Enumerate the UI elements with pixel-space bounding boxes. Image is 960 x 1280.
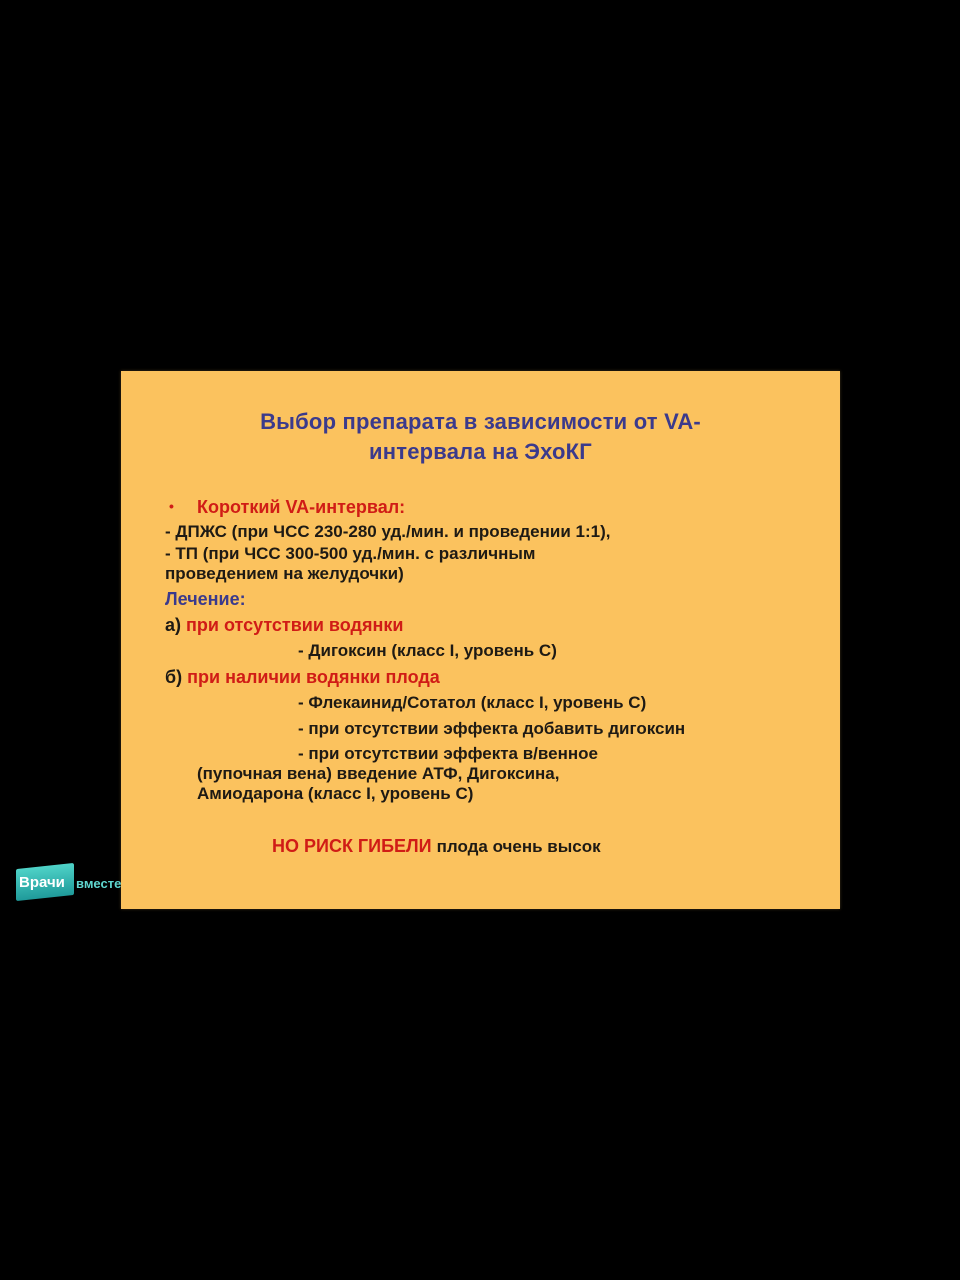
logo-word-1: Врачи [19, 874, 65, 891]
watermark-logo [16, 862, 144, 906]
item-tp-line-1: - ТП (при ЧСС 300-500 уд./мин. с различным [165, 544, 536, 563]
slide-title [121, 407, 840, 467]
bullet-icon: • [169, 498, 174, 514]
slide-title-line-1: Выбор препарата в зависимости от VA- [260, 409, 701, 434]
case-b-drug-1: - Флекаинид/Сотатол (класс I, уровень С) [298, 693, 647, 712]
warning-line [272, 836, 601, 857]
case-b-drug-3-line-3: Амиодарона (класс I, уровень С) [197, 784, 474, 803]
case-b-drug-2: - при отсутствии эффекта добавить дигоксин [298, 719, 686, 738]
item-tp-line-2: проведением на желудочки) [165, 564, 404, 583]
item-dpzhs: - ДПЖС (при ЧСС 230-280 уд./мин. и проведении 1:1), [165, 522, 611, 541]
case-b-drug-3-line-2: (пупочная вена) введение АТФ, Дигоксина, [197, 764, 560, 783]
case-b-drug-3-line-1: - при отсутствии эффекта в/венное [298, 744, 598, 763]
slide-title-line-2: интервала на ЭхоКГ [369, 439, 592, 464]
presentation-slide [121, 371, 840, 909]
warning-red-text: НО РИСК ГИБЕЛИ [272, 836, 432, 856]
case-a [165, 615, 403, 635]
section-heading: Короткий VA-интервал: [197, 497, 406, 517]
case-a-drug: - Дигоксин (класс I, уровень С) [298, 641, 557, 660]
treatment-label: Лечение: [165, 589, 246, 609]
case-b-prefix: б) [165, 667, 183, 687]
logo-word-2: вместе [76, 876, 122, 891]
warning-rest-text: плода очень высок [436, 837, 601, 856]
case-b-text: при наличии водянки плода [187, 667, 440, 687]
case-a-prefix: а) [165, 615, 182, 635]
case-a-text: при отсутствии водянки [186, 615, 404, 635]
case-b [165, 667, 440, 687]
